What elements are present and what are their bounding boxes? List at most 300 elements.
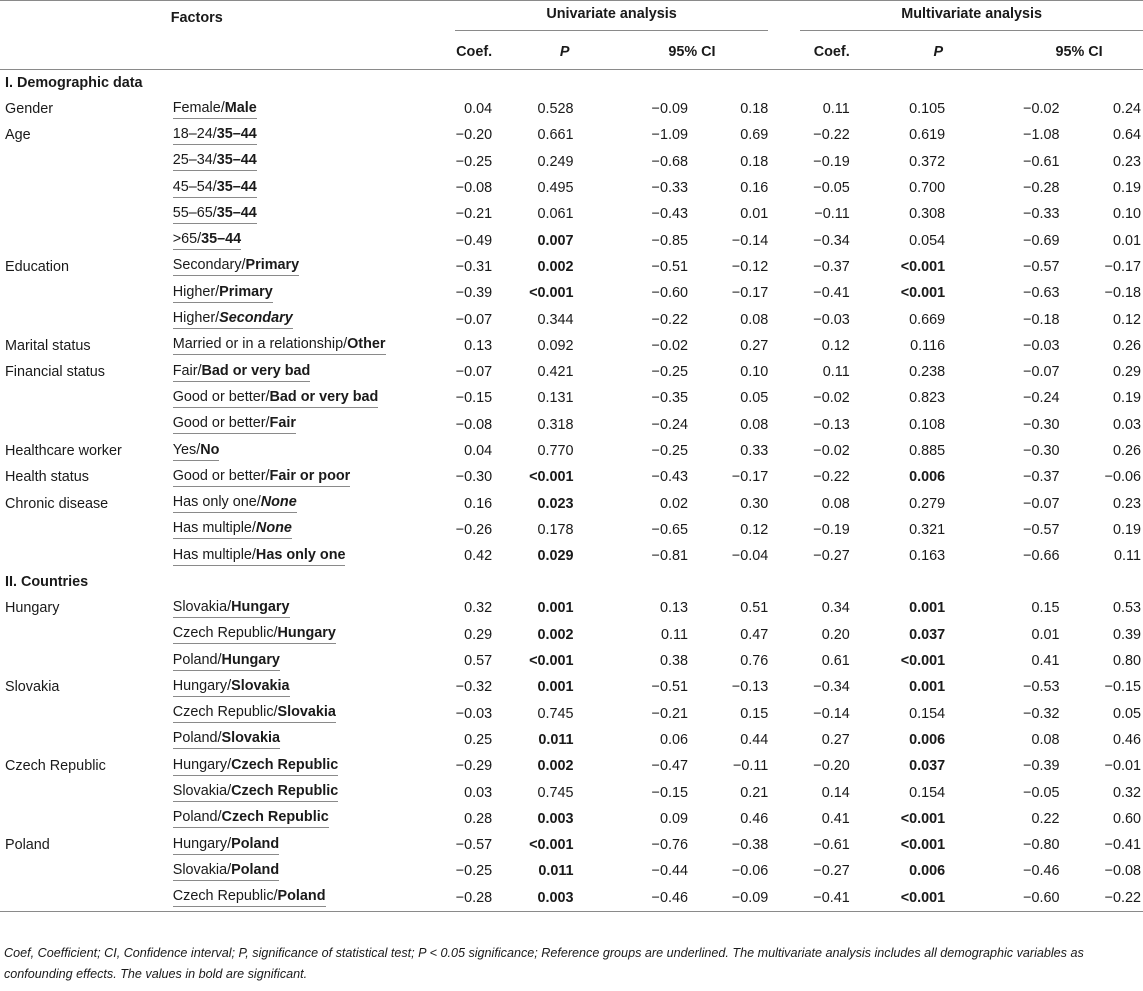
- univariate-ci-low: −0.76: [651, 837, 688, 854]
- multivariate-coef: −0.02: [813, 390, 850, 407]
- comparison-label: [173, 100, 257, 119]
- table-row: [0, 543, 1143, 569]
- multivariate-ci-low: −0.39: [1023, 758, 1060, 775]
- comparison-group: Slovakia/: [172, 598, 232, 615]
- comparison-group: Poland/: [172, 809, 222, 826]
- section-header-row: [0, 569, 1143, 595]
- univariate-p: <0.001: [529, 469, 574, 486]
- multivariate-coef: −0.19: [813, 521, 850, 538]
- multivariate-ci-high: 0.24: [1112, 101, 1141, 118]
- factor-category: [0, 517, 171, 543]
- univariate-ci-low: −0.46: [651, 889, 688, 906]
- factor-comparison: [171, 753, 407, 779]
- comparison-group: Has multiple/: [172, 520, 256, 537]
- univariate-p: 0.011: [538, 731, 574, 748]
- univariate-header: Univariate analysis: [455, 6, 769, 31]
- factor-comparison: [171, 885, 407, 912]
- multivariate-ci-high: 0.60: [1112, 810, 1141, 827]
- factor-comparison: [171, 412, 407, 438]
- comparison-label: [173, 862, 279, 881]
- multivariate-p: <0.001: [900, 810, 946, 827]
- univariate-ci-low: −0.09: [651, 101, 688, 118]
- univariate-coef: 0.28: [464, 810, 493, 827]
- multivariate-p: 0.154: [909, 705, 946, 722]
- factor-comparison: [171, 385, 407, 411]
- multivariate-coef: 0.11: [822, 364, 850, 381]
- multivariate-ci-low: −0.46: [1023, 863, 1060, 880]
- table-row: [0, 806, 1143, 832]
- comparison-label: [173, 442, 220, 461]
- reference-group: Hungary: [277, 625, 336, 642]
- multivariate-ci-high: 0.19: [1112, 180, 1141, 197]
- factor-category: Hungary: [5, 600, 60, 617]
- reference-group: Male: [224, 99, 257, 116]
- multivariate-coef: 0.12: [821, 337, 850, 354]
- multivariate-ci-low: −0.53: [1023, 679, 1060, 696]
- univariate-ci-high: 0.08: [740, 416, 769, 433]
- reference-group: 35–44: [216, 204, 257, 221]
- reference-group: Primary: [219, 283, 273, 300]
- multivariate-coef-header: Coef.: [813, 44, 850, 60]
- multivariate-coef: −0.13: [813, 416, 850, 433]
- comparison-group: Good or better/: [172, 415, 270, 432]
- reference-group: Czech Republic: [221, 809, 329, 826]
- header-row-columns: [0, 35, 1143, 70]
- multivariate-coef: 0.61: [821, 653, 850, 670]
- factor-category: Poland: [5, 837, 50, 854]
- multivariate-ci-low: −0.66: [1023, 548, 1060, 565]
- univariate-p: 0.003: [537, 810, 574, 827]
- factor-category: [0, 885, 171, 912]
- multivariate-coef: −0.34: [813, 232, 850, 249]
- univariate-ci-high: 0.01: [740, 206, 769, 223]
- univariate-ci-high: 0.18: [740, 153, 769, 170]
- multivariate-coef: −0.41: [813, 889, 850, 906]
- univariate-coef: 0.04: [464, 443, 493, 459]
- comparison-label: [173, 678, 290, 697]
- univariate-coef: −0.15: [455, 390, 493, 407]
- comparison-group: 18–24/: [172, 125, 217, 142]
- factor-category: [0, 280, 171, 306]
- univariate-ci-high: −0.38: [731, 837, 769, 854]
- multivariate-ci-high: 0.46: [1112, 731, 1141, 748]
- univariate-ci-high: 0.12: [740, 521, 769, 538]
- comparison-label: [173, 494, 297, 513]
- univariate-ci-low: −1.09: [651, 127, 688, 144]
- reference-group: Bad or very bad: [269, 388, 379, 405]
- reference-group: Has only one: [255, 546, 346, 563]
- univariate-ci-low: −0.51: [651, 679, 688, 696]
- univariate-ci-high: 0.08: [740, 311, 769, 328]
- multivariate-p: 0.885: [909, 443, 946, 459]
- reference-group: No: [200, 441, 220, 458]
- univariate-coef: 0.16: [464, 495, 493, 512]
- reference-group: None: [255, 520, 292, 537]
- comparison-group: Poland/: [172, 651, 222, 668]
- univariate-ci-low: 0.38: [659, 653, 688, 670]
- multivariate-p: 0.001: [909, 679, 946, 696]
- univariate-p: 0.002: [537, 626, 574, 643]
- comparison-group: 25–34/: [172, 152, 217, 169]
- reference-group: Slovakia: [277, 704, 336, 721]
- factor-comparison: [171, 122, 407, 148]
- factor-comparison: [171, 175, 407, 201]
- factor-category: Education: [5, 258, 70, 275]
- factor-comparison: [171, 96, 407, 122]
- multivariate-coef: −0.61: [813, 837, 850, 854]
- univariate-coef: −0.29: [455, 758, 493, 775]
- univariate-ci-low: −0.35: [651, 390, 688, 407]
- factor-category: [0, 306, 171, 332]
- multivariate-ci-high: 0.19: [1112, 521, 1141, 538]
- multivariate-p: 0.700: [909, 180, 946, 197]
- multivariate-p: 0.619: [909, 127, 946, 144]
- multivariate-p: 0.006: [909, 863, 946, 880]
- univariate-p: 0.002: [537, 758, 574, 775]
- reference-group: Slovakia: [231, 677, 290, 694]
- factor-category: [0, 648, 171, 674]
- reference-group: 35–44: [216, 125, 257, 142]
- multivariate-p: 0.037: [909, 758, 946, 775]
- multivariate-coef: 0.08: [821, 495, 850, 512]
- univariate-ci-high: 0.46: [740, 810, 769, 827]
- table-body: [0, 70, 1143, 911]
- univariate-coef: 0.57: [464, 653, 493, 670]
- reference-group: Secondary: [219, 310, 293, 327]
- comparison-label: [173, 888, 326, 907]
- univariate-ci-high: 0.15: [740, 705, 769, 722]
- comparison-label: [173, 257, 299, 276]
- univariate-ci-low: −0.65: [651, 521, 688, 538]
- multivariate-ci-high: 0.01: [1112, 232, 1141, 249]
- univariate-coef: −0.28: [455, 889, 493, 906]
- multivariate-ci-low: −0.57: [1023, 521, 1060, 538]
- multivariate-ci-low: −0.63: [1023, 285, 1060, 302]
- univariate-ci-high: −0.14: [731, 232, 769, 249]
- univariate-p: <0.001: [529, 653, 574, 670]
- multivariate-ci-low: −0.28: [1023, 180, 1060, 197]
- univariate-ci-low: −0.43: [651, 206, 688, 223]
- univariate-ci-header: 95% CI: [668, 44, 716, 60]
- univariate-ci-low: −0.02: [651, 337, 688, 354]
- comparison-group: 55–65/: [172, 204, 217, 221]
- reference-group: Fair: [269, 415, 296, 432]
- univariate-p: 0.318: [537, 416, 574, 433]
- comparison-group: Higher/: [172, 310, 220, 327]
- multivariate-ci-header: 95% CI: [1055, 44, 1103, 60]
- factor-comparison: [171, 543, 407, 569]
- factor-comparison: [171, 464, 407, 490]
- univariate-ci-high: −0.12: [731, 258, 769, 275]
- multivariate-p: <0.001: [900, 889, 946, 906]
- univariate-ci-low: −0.22: [651, 311, 688, 328]
- multivariate-coef: 0.27: [821, 731, 850, 748]
- multivariate-ci-low: −0.69: [1023, 232, 1060, 249]
- reference-group: Bad or very bad: [201, 362, 311, 379]
- reference-group: 35–44: [201, 231, 242, 248]
- reference-group: Primary: [245, 257, 300, 274]
- univariate-ci-high: −0.17: [731, 469, 769, 486]
- factor-comparison: [171, 622, 407, 648]
- table-row: [0, 359, 1143, 385]
- multivariate-ci-high: 0.32: [1112, 784, 1141, 801]
- univariate-ci-high: 0.44: [740, 731, 769, 748]
- univariate-coef: −0.32: [455, 679, 493, 696]
- univariate-ci-low: −0.68: [651, 153, 688, 170]
- multivariate-p: 0.823: [909, 390, 946, 407]
- multivariate-ci-high: 0.39: [1112, 626, 1141, 643]
- univariate-ci-high: −0.11: [732, 758, 769, 775]
- multivariate-p: <0.001: [900, 285, 946, 302]
- univariate-coef: −0.25: [455, 863, 493, 880]
- table-row: [0, 464, 1143, 490]
- comparison-group: Has multiple/: [172, 546, 256, 563]
- table-row: [0, 306, 1143, 332]
- univariate-p: 0.002: [537, 258, 574, 275]
- table-footnote: Coef, Coefficient; CI, Confidence interval; P, significance of statistical test; P < 0.05 significance; Reference groups are underlined. The multivariate analysis includes all demographic variables as confounding effects. The values in bold are significant.: [4, 946, 1084, 981]
- comparison-label: [173, 730, 280, 749]
- univariate-ci-high: 0.30: [740, 495, 769, 512]
- univariate-ci-high: 0.76: [740, 653, 769, 670]
- univariate-p: 0.421: [537, 364, 574, 381]
- comparison-label: [173, 547, 346, 566]
- comparison-group: Czech Republic/: [172, 888, 278, 905]
- multivariate-ci-low: −1.08: [1023, 127, 1060, 144]
- factor-comparison: [171, 727, 407, 753]
- multivariate-p: 0.006: [909, 731, 946, 748]
- factor-comparison: [171, 333, 407, 359]
- comparison-label: [173, 520, 292, 539]
- section-title: II. Countries: [5, 574, 89, 591]
- multivariate-ci-high: 0.26: [1112, 337, 1141, 354]
- multivariate-coef: −0.34: [813, 679, 850, 696]
- univariate-p: 0.745: [537, 784, 574, 801]
- multivariate-coef: −0.22: [813, 469, 850, 486]
- reference-group: Poland: [231, 835, 280, 852]
- factor-category: Slovakia: [5, 679, 60, 696]
- multivariate-p: 0.001: [909, 600, 946, 617]
- table-row: [0, 885, 1143, 912]
- multivariate-ci-low: −0.57: [1023, 258, 1060, 275]
- univariate-p: 0.061: [537, 206, 574, 223]
- univariate-ci-high: 0.16: [740, 180, 769, 197]
- multivariate-coef: 0.14: [821, 784, 850, 801]
- univariate-p: 0.131: [537, 390, 574, 407]
- univariate-ci-low: −0.25: [651, 443, 688, 459]
- comparison-label: [173, 205, 257, 224]
- multivariate-ci-low: −0.05: [1023, 784, 1060, 801]
- comparison-group: 45–54/: [172, 178, 217, 195]
- factor-category: Age: [5, 127, 31, 144]
- factor-category: [0, 622, 171, 648]
- univariate-p: 0.003: [537, 889, 574, 906]
- section-header-row: [0, 70, 1143, 96]
- univariate-ci-high: 0.05: [740, 390, 769, 407]
- multivariate-ci-high: −0.22: [1104, 889, 1141, 906]
- comparison-group: Good or better/: [172, 388, 270, 405]
- table-row: [0, 438, 1143, 464]
- comparison-label: [173, 126, 257, 145]
- factor-category: [0, 149, 171, 175]
- univariate-coef: −0.39: [455, 285, 493, 302]
- multivariate-p: 0.006: [909, 469, 946, 486]
- table-row: [0, 227, 1143, 253]
- factor-category: Czech Republic: [5, 758, 106, 775]
- multivariate-ci-high: −0.18: [1104, 285, 1141, 302]
- univariate-coef: 0.29: [464, 626, 493, 643]
- univariate-p: 0.023: [537, 495, 574, 512]
- table-row: [0, 96, 1143, 122]
- reference-group: Poland: [277, 888, 326, 905]
- multivariate-ci-low: 0.41: [1031, 653, 1060, 670]
- multivariate-ci-low: −0.33: [1023, 206, 1060, 223]
- multivariate-ci-high: −0.06: [1104, 469, 1141, 486]
- factor-comparison: [171, 779, 407, 805]
- table-row: [0, 727, 1143, 753]
- univariate-coef: −0.21: [455, 206, 493, 223]
- comparison-label: [173, 836, 279, 855]
- multivariate-p: <0.001: [900, 653, 946, 670]
- multivariate-ci-high: 0.03: [1112, 416, 1141, 433]
- comparison-group: Has only one/: [172, 494, 261, 511]
- univariate-ci-low: −0.33: [651, 180, 688, 197]
- multivariate-p: 0.116: [910, 337, 946, 354]
- table-row: [0, 333, 1143, 359]
- univariate-ci-high: 0.51: [740, 600, 769, 617]
- univariate-ci-high: 0.33: [740, 443, 769, 459]
- univariate-p: 0.029: [537, 548, 574, 565]
- multivariate-ci-low: −0.07: [1023, 364, 1060, 381]
- univariate-coef: 0.32: [464, 600, 493, 617]
- multivariate-ci-high: −0.08: [1104, 863, 1141, 880]
- multivariate-ci-low: −0.30: [1023, 416, 1060, 433]
- comparison-label: [173, 783, 339, 802]
- univariate-coef-header: Coef.: [456, 44, 493, 60]
- multivariate-ci-low: −0.60: [1023, 889, 1060, 906]
- table-row: [0, 832, 1143, 858]
- univariate-coef: 0.25: [464, 731, 493, 748]
- table-row: [0, 412, 1143, 438]
- multivariate-coef: −0.22: [813, 127, 850, 144]
- multivariate-ci-low: −0.07: [1023, 495, 1060, 512]
- reference-group: Czech Republic: [231, 783, 339, 800]
- univariate-ci-low: 0.13: [659, 600, 688, 617]
- comparison-group: Slovakia/: [172, 783, 232, 800]
- comparison-group: Slovakia/: [172, 861, 232, 878]
- multivariate-ci-low: 0.22: [1031, 810, 1060, 827]
- univariate-ci-low: −0.81: [651, 548, 688, 565]
- univariate-coef: −0.49: [455, 232, 493, 249]
- multivariate-coef: −0.20: [813, 758, 850, 775]
- univariate-p: 0.528: [537, 101, 574, 118]
- multivariate-ci-low: −0.80: [1023, 837, 1060, 854]
- univariate-ci-low: 0.02: [659, 495, 688, 512]
- multivariate-ci-low: −0.37: [1023, 469, 1060, 486]
- table-row: [0, 753, 1143, 779]
- univariate-coef: −0.08: [455, 180, 493, 197]
- comparison-label: [173, 809, 329, 828]
- univariate-ci-high: 0.27: [740, 337, 769, 354]
- univariate-ci-low: −0.51: [651, 258, 688, 275]
- multivariate-ci-low: 0.01: [1031, 626, 1060, 643]
- univariate-ci-high: 0.18: [740, 101, 769, 118]
- multivariate-p: 0.321: [909, 521, 946, 538]
- multivariate-p: 0.279: [909, 495, 946, 512]
- factor-comparison: [171, 517, 407, 543]
- univariate-coef: −0.26: [455, 521, 493, 538]
- comparison-label: [173, 415, 296, 434]
- multivariate-coef: −0.03: [813, 311, 850, 328]
- factor-comparison: [171, 832, 407, 858]
- comparison-group: Yes/: [172, 441, 201, 458]
- univariate-coef: 0.03: [464, 784, 493, 801]
- factor-category: [0, 806, 171, 832]
- multivariate-ci-low: −0.03: [1023, 337, 1060, 354]
- table-row: [0, 858, 1143, 884]
- factor-comparison: [171, 280, 407, 306]
- table-row: [0, 149, 1143, 175]
- multivariate-ci-high: −0.17: [1104, 258, 1141, 275]
- multivariate-p: 0.037: [909, 626, 946, 643]
- factor-comparison: [171, 254, 407, 280]
- multivariate-ci-low: 0.15: [1031, 600, 1060, 617]
- multivariate-ci-high: 0.23: [1112, 495, 1141, 512]
- univariate-coef: −0.08: [455, 416, 493, 433]
- multivariate-header-cell: [768, 1, 1143, 35]
- univariate-coef: −0.25: [455, 153, 493, 170]
- factor-category: Marital status: [5, 337, 91, 354]
- factor-category: [0, 227, 171, 253]
- reference-group: Other: [347, 336, 386, 353]
- multivariate-p: 0.669: [909, 311, 946, 328]
- table-row: [0, 490, 1143, 516]
- multivariate-ci-high: 0.05: [1112, 705, 1141, 722]
- table-row: [0, 622, 1143, 648]
- reference-group: Czech Republic: [231, 756, 339, 773]
- comparison-group: Secondary/: [172, 257, 246, 274]
- table-row: [0, 517, 1143, 543]
- multivariate-p: 0.105: [909, 101, 946, 118]
- factor-category: Healthcare worker: [5, 443, 122, 459]
- multivariate-ci-high: −0.01: [1104, 758, 1141, 775]
- comparison-group: Hungary/: [172, 835, 232, 852]
- table-row: [0, 701, 1143, 727]
- header-row-groups: [0, 1, 1143, 35]
- factor-category: [0, 858, 171, 884]
- multivariate-p: 0.108: [909, 416, 946, 433]
- univariate-ci-low: −0.60: [651, 285, 688, 302]
- comparison-group: >65/: [172, 231, 202, 248]
- comparison-label: [173, 284, 273, 303]
- table-row: [0, 175, 1143, 201]
- factor-comparison: [171, 490, 407, 516]
- univariate-coef: −0.07: [455, 364, 493, 381]
- multivariate-ci-high: 0.11: [1114, 548, 1141, 565]
- multivariate-coef: −0.02: [813, 443, 850, 459]
- factors-header: Factors: [170, 10, 223, 26]
- table-row: [0, 201, 1143, 227]
- univariate-ci-low: −0.44: [651, 863, 688, 880]
- reference-group: Hungary: [221, 651, 280, 668]
- factor-comparison: [171, 227, 407, 253]
- factor-category: Financial status: [5, 364, 105, 381]
- factor-comparison: [171, 701, 407, 727]
- multivariate-coef: −0.27: [813, 863, 850, 880]
- table-row: [0, 122, 1143, 148]
- factor-category: [0, 701, 171, 727]
- multivariate-p: 0.163: [909, 548, 946, 565]
- table-row: [0, 648, 1143, 674]
